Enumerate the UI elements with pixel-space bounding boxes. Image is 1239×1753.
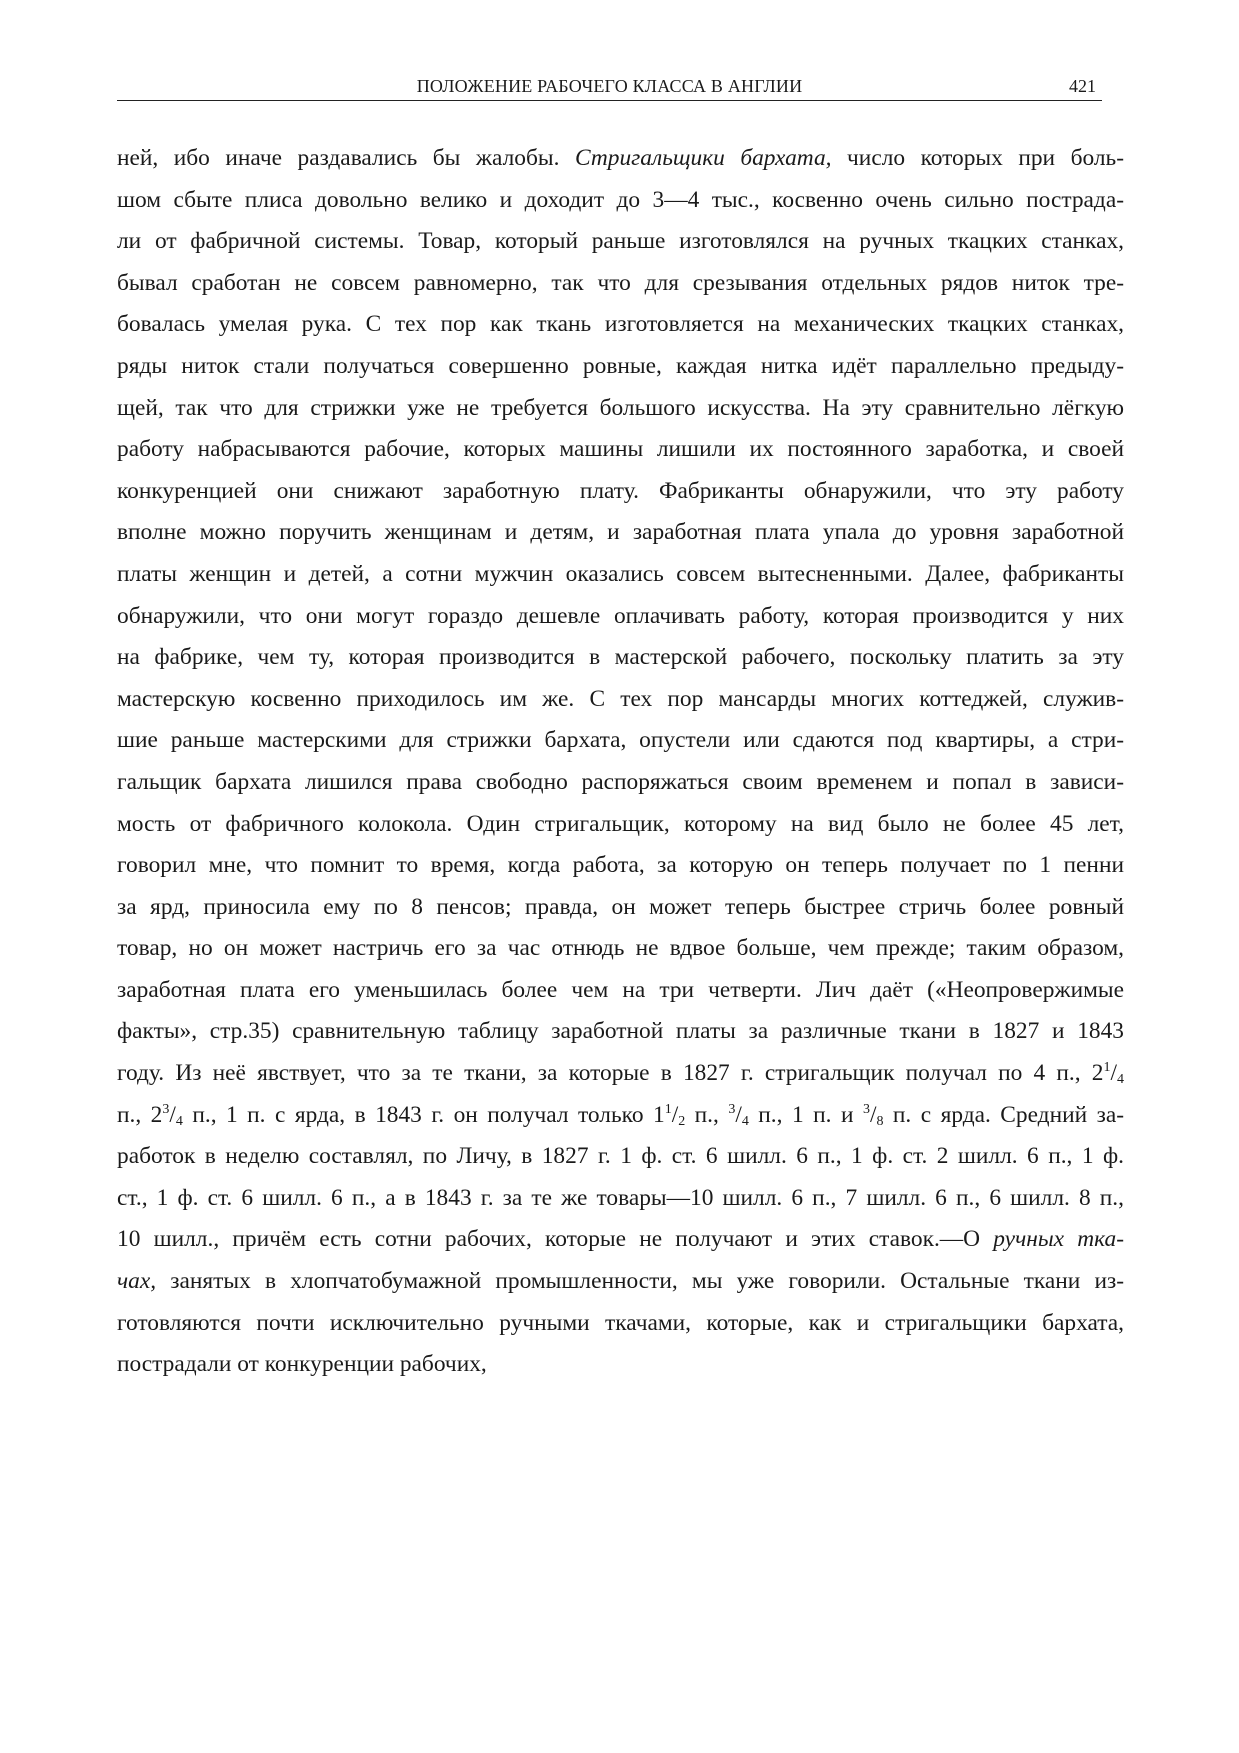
text-line: [117, 263, 1124, 305]
text-segment: число которых при боль-: [831, 145, 1124, 171]
text-segment: пострадали от конкуренции рабочих,: [117, 1351, 487, 1378]
text-segment: п., 1 п. и: [748, 1101, 863, 1128]
text-line: [117, 180, 1124, 222]
text-line: [117, 1011, 1124, 1053]
text-line: [117, 1261, 1124, 1303]
text-line: [117, 1095, 1124, 1137]
text-segment: за ярд, приносила ему по 8 пенсов; правда, он может теперь быстрее стричь более ровный: [117, 893, 1124, 920]
text-segment: готовляются почти исключительно ручными ткачами, которые, как и стригальщики бархата,: [117, 1309, 1124, 1336]
fraction-numerator: 3: [728, 1101, 736, 1117]
text-line: [117, 1219, 1124, 1261]
fraction-numerator: 1: [664, 1101, 672, 1117]
text-line: [117, 596, 1124, 638]
text-segment: году. Из неё явствует, что за те ткани, за которые в 1827 г. стригальщик получал по 4 п., 2: [117, 1060, 1104, 1087]
text-segment: 10 шилл., причём есть сотни рабочих, которые не получают и этих ставок.—О: [117, 1226, 994, 1253]
text-line: [117, 138, 1124, 180]
text-segment: ли от фабричной системы. Товар, который раньше изготовлялся на ручных ткацких станках,: [117, 228, 1124, 255]
text-segment: /: [169, 1101, 176, 1128]
text-line: [117, 679, 1124, 721]
text-line: [117, 1303, 1124, 1345]
fraction-denominator: 4: [175, 1113, 183, 1129]
text-line: [117, 762, 1124, 804]
text-segment: щей, так что для стрижки уже не требуется большого искусства. На эту сравнительно лёгкую: [117, 394, 1124, 421]
text-segment: п.,: [685, 1101, 729, 1128]
text-segment: бывал сработан не совсем равномерно, так что для срезывания отдельных рядов ниток тре-: [117, 269, 1124, 296]
text-segment: платы женщин и детей, а сотни мужчин оказались совсем вытесненными. Далее, фабриканты: [117, 560, 1124, 587]
italic-term: чах,: [117, 1268, 157, 1295]
page-number: 421: [1069, 76, 1096, 96]
running-title: ПОЛОЖЕНИЕ РАБОЧЕГО КЛАССА В АНГЛИИ: [416, 76, 803, 96]
text-segment: гальщик бархата лишился права свободно распоряжаться своим временем и попал в зависи-: [117, 768, 1124, 795]
fraction-numerator: 3: [162, 1101, 170, 1117]
fraction-numerator: 1: [1103, 1060, 1111, 1076]
fraction-numerator: 3: [862, 1101, 870, 1117]
text-segment: обнаружили, что они могут гораздо дешевле оплачивать работу, которая производится у них: [117, 602, 1124, 629]
fraction-denominator: 4: [1117, 1072, 1124, 1088]
text-line: [117, 928, 1124, 970]
running-header: [117, 72, 1102, 101]
text-segment: конкуренцией они снижают заработную плату. Фабриканты обнаружили, что эту работу: [117, 477, 1124, 504]
text-line: [117, 1344, 1124, 1386]
text-segment: бовалась умелая рука. С тех пор как ткань изготовляется на механических ткацких станках,: [117, 311, 1124, 338]
text-segment: /: [671, 1101, 679, 1128]
text-segment: п., 2: [117, 1101, 163, 1128]
text-segment: /: [735, 1101, 742, 1128]
fraction-denominator: 4: [741, 1113, 749, 1129]
text-segment: говорил мне, что помнит то время, когда работа, за которую он теперь получает по 1 пенни: [117, 852, 1124, 879]
text-segment: работок в неделю составлял, по Личу, в 1827 г. 1 ф. ст. 6 шилл. 6 п., 1 ф. ст. 2 шилл. 6 п., 1 ф.: [117, 1143, 1124, 1170]
text-line: [117, 429, 1124, 471]
text-line: [117, 887, 1124, 929]
text-segment: шом сбыте плиса довольно велико и доходит до 3—4 тыс., косвенно очень сильно пострада-: [117, 186, 1124, 213]
text-line: [117, 637, 1124, 679]
text-line: [117, 970, 1124, 1012]
text-segment: п. с ярда. Средний за-: [883, 1101, 1124, 1128]
text-line: [117, 304, 1124, 346]
text-segment: шие раньше мастерскими для стрижки бархата, опустели или сдаются под квартиры, а стри-: [117, 727, 1124, 754]
main-paragraph: [117, 138, 1124, 1386]
text-line: [117, 720, 1124, 762]
text-line: [117, 1178, 1124, 1220]
text-segment: /: [1110, 1060, 1117, 1087]
fraction-denominator: 2: [678, 1113, 686, 1129]
text-line: [117, 512, 1124, 554]
text-line: [117, 845, 1124, 887]
italic-term: ручных тка-: [993, 1226, 1124, 1253]
text-line: [117, 1053, 1124, 1095]
text-line: [117, 471, 1124, 513]
text-segment: товар, но он может настричь его за час отнюдь не вдвое больше, чем прежде; таким образом,: [117, 935, 1124, 962]
text-segment: п., 1 п. с ярда, в 1843 г. он получал только 1: [182, 1101, 665, 1128]
text-segment: заработная плата его уменьшилась более чем на три четверти. Лич даёт («Неопровержимые: [117, 976, 1124, 1003]
text-segment: мость от фабричного колокола. Один стригальщик, которому на вид было не более 45 лет,: [117, 810, 1124, 837]
fraction-denominator: 8: [876, 1113, 884, 1129]
text-line: [117, 346, 1124, 388]
text-line: [117, 221, 1124, 263]
text-line: [117, 388, 1124, 430]
italic-term: Стригальщики бархата,: [574, 145, 832, 171]
text-line: [117, 1136, 1124, 1178]
text-segment: на фабрике, чем ту, которая производится в мастерской рабочего, поскольку платить за эту: [117, 644, 1124, 671]
text-segment: /: [869, 1101, 877, 1128]
text-segment: вполне можно поручить женщинам и детям, и заработная плата упала до уровня заработной: [117, 519, 1124, 546]
text-segment: факты», стр.35) сравнительную таблицу заработной платы за различные ткани в 1827 и 1843: [117, 1018, 1124, 1045]
text-line: [117, 554, 1124, 596]
text-segment: ст., 1 ф. ст. 6 шилл. 6 п., а в 1843 г. за те же товары—10 шилл. 6 п., 7 шилл. 6 п., 6 шилл. 8 п.,: [117, 1184, 1124, 1211]
text-segment: работу набрасываются рабочие, которых машины лишили их постоянного заработка, и своей: [117, 436, 1124, 463]
text-segment: ряды ниток стали получаться совершенно ровные, каждая нитка идёт параллельно предыду-: [117, 352, 1124, 379]
text-segment: мастерскую косвенно приходилось им же. С тех пор мансарды многих коттеджей, служив-: [117, 685, 1124, 712]
text-line: [117, 804, 1124, 846]
text-segment: ней, ибо иначе раздавались бы жалобы.: [117, 145, 575, 171]
text-segment: занятых в хлопчатобумажной промышленности, мы уже говорили. Остальные ткани из-: [156, 1268, 1124, 1295]
